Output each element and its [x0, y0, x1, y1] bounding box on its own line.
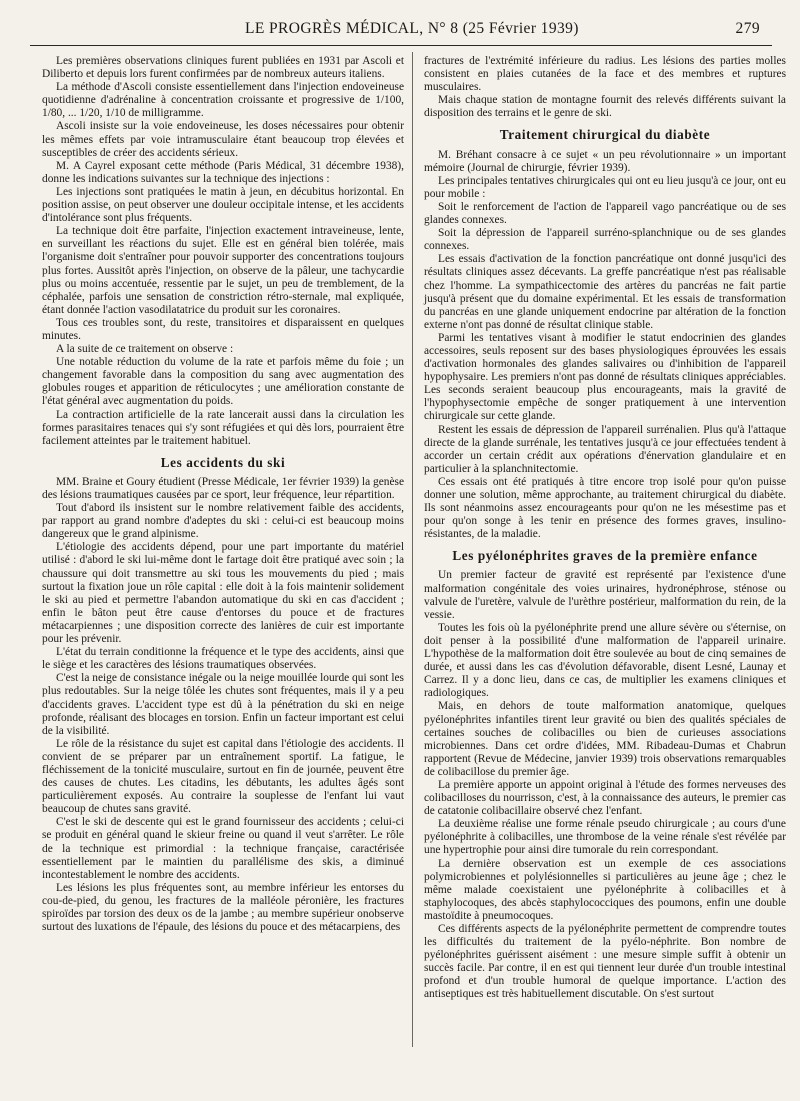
paragraph: Les injections sont pratiquées le matin à jeun, en décubitus horizontal. En position assise, on peut observer une douleur occipitale intense, et les accidents d'intolérance sont plus fréquents. — [42, 185, 404, 225]
paragraph: Ces différents aspects de la pyélonéphrite permettent de comprendre toutes les difficultés du traitement de la pyélo-néphrite. Bon nombre de pyélonéphrites guérissent aisément : une mesure simple suffit à obtenir un succès facile. Par contre, il en est qui tiennent leur durée d'un trouble intestinal profond et d'un trouble humoral de quelque importance. L'action des antiseptiques est très habituellement discutable. On s'est surtout — [424, 923, 786, 1001]
section-heading-ski: Les accidents du ski — [160, 454, 286, 470]
paragraph: Mais, en dehors de toute malformation anatomique, quelques pyélonéphrites infantiles tirent leur gravité ou bien des qualités spéciales de certaines souches de colibacilles ou bien de curieuses associations microbiennes. Dans cet ordre d'idées, MM. Ribadeau-Dumas et Chabrun rapportent (Revue de Médecine, janvier 1939) trois observations remarquables de colibacillose du premier âge. — [424, 700, 786, 778]
paragraph: fractures de l'extrémité inférieure du radius. Les lésions des parties molles consistent en plaies cutanées de la face et des membres et ruptures musculaires. — [424, 55, 786, 94]
column-divider — [412, 52, 413, 1047]
paragraph: Tous ces troubles sont, du reste, transitoires et disparaissent en quelques minutes. — [42, 316, 404, 342]
paragraph: Ascoli insiste sur la voie endoveineuse, les doses nécessaires pour obtenir les mêmes effets par voie intramusculaire étant beaucoup trop élevées et susceptibles de créer des accidents sérieux. — [42, 120, 404, 159]
paragraph: La dernière observation est un exemple de ces associations polymicrobiennes et polylésionnelles si particulières au jeune âge ; chez le même malade coexistaient une pyélonéphrite à colibacilles et à staphylocoques, des abcès staphylococciques des poumons, enfin une double mastoïdite à pneumocoques. — [424, 857, 786, 922]
paragraph: La deuxième réalise une forme rénale pseudo chirurgicale ; au cours d'une pyélonéphrite à colibacilles, une thrombose de la veine rénale s'est révélée par une hypertrophie pour ainsi dire tumorale du rein correspondant. — [424, 818, 786, 857]
paragraph: La contraction artificielle de la rate lancerait aussi dans la circulation les formes parasitaires tenaces qui s'y sont réfugiées et qui dès lors, pourraient être facilement atteintes par le traitement habituel. — [42, 408, 404, 447]
paragraph: Les lésions les plus fréquentes sont, au membre inférieur les entorses du cou-de-pied, du genou, les fractures de la malléole péronière, les fractures spiroïdes par torsion des deux os de la jambe ; au membre supérieur onobserve surtout des luxations de l'épaule, des lésions du pouce et des métacarpiens, des — [42, 881, 404, 934]
paragraph: Restent les essais de dépression de l'appareil surrénalien. Plus qu'à l'attaque directe de la glande surrénale, les tentatives jusqu'à ce jour effectuées tendent à accorder un certain crédit aux opérations d'énervation glandulaire et en particulier à la splanchnitectomie. — [424, 423, 786, 475]
section-heading-diabete: Traitement chirurgical du diabète — [499, 127, 711, 143]
page-number: 279 — [735, 20, 760, 37]
right-column — [424, 55, 786, 1002]
paragraph: Mais chaque station de montagne fournit des relevés différents suivant la disposition des terrains et le genre de ski. — [424, 94, 786, 120]
journal-title: LE PROGRÈS MÉDICAL, N° 8 (25 Février 1939) — [245, 20, 579, 37]
paragraph: Les essais d'activation de la fonction pancréatique ont donné jusqu'ici des résultats cliniques assez décevants. La greffe pancréatique n'est pas réalisable chez l'homme. La sympathicectomie des artères du pancréas ne fait partie jusqu'à présent que du domaine expérimental. Et les essais de transformation du pancréas en une glande uniquement endocrine par altération de la fonction externe n'ont pas donné de résultat clinique stable. — [424, 253, 786, 331]
paragraph: Les principales tentatives chirurgicales qui ont eu lieu jusqu'à ce jour, ont eu pour mobile : — [424, 174, 786, 200]
paragraph: Soit la dépression de l'appareil surréno-splanchnique ou de ses glandes connexes. — [424, 227, 786, 253]
paragraph: C'est la neige de consistance inégale ou la neige mouillée lourde qui sont les plus redoutables. Sur la neige tôlée les chutes sont fréquentes, mais il y a peu d'accidents graves. L'accident type est dû à la pénétration du ski en neige profonde, réalisant des blocages en torsion. Enfin un facteur important est celui de la visibilité. — [42, 672, 404, 737]
paragraph: Tout d'abord ils insistent sur le nombre relativement faible des accidents, par rapport au grand nombre d'adeptes du ski : celui-ci est beaucoup moins dangereux que le grand alpinisme. — [42, 502, 404, 541]
paragraph: Le rôle de la résistance du sujet est capital dans l'étiologie des accidents. Il convient de se préparer par un entraînement sportif. La fatigue, le fléchissement de la tonicité musculaire, surtout en fin de journée, peuvent être des causes de chutes. Les citadins, les débutants, les adultes âgés sont particulièrement exposés. Au contraire la souplesse de l'enfant lui vaut beaucoup de chutes sans gravité. — [42, 737, 404, 816]
paragraph: Les premières observations cliniques furent publiées en 1931 par Ascoli et Diliberto et depuis lors furent confirmées par de nombreux auteurs italiens. — [42, 55, 404, 81]
paragraph: La première apporte un appoint original à l'étude des formes nerveuses des colibacilloses du nourrisson, c'est, à la connaissance des auteurs, le premier cas de catatonie colibacillaire observé chez l'enfant. — [424, 778, 786, 818]
section-heading-pyelonephrites: Les pyélonéphrites graves de la première enfance — [452, 548, 758, 564]
paragraph: C'est le ski de descente qui est le grand fournisseur des accidents ; celui-ci se produit en général quand le skieur freine ou quand il veut s'arrêter. Le rôle de la technique est primordial : la technique française, caractérisée essentiellement par le maintien du parallélisme des skis, a diminué incontestablement le nombre des accidents. — [42, 816, 404, 881]
paragraph: Toutes les fois où la pyélonéphrite prend une allure sévère ou s'éternise, on doit penser à la possibilité d'une malformation de l'appareil urinaire. L'hypothèse de la malformation doit être soulevée au bout de cinq semaines de durée, et aussi dans les cas d'évolution défavorable, disent Lesné, Launay et Carrez. Il y a donc lieu, dans ce cas, de multiplier les examens cliniques et radiologiques. — [424, 621, 786, 700]
header-rule — [30, 45, 772, 46]
running-header — [30, 20, 772, 42]
paragraph: Un premier facteur de gravité est représenté par l'existence d'une malformation congénitale des voies urinaires, hydronéphrose, sténose ou valvule de l'uretère, valvule de l'urèthre postérieur, malformation du rein, de la vessie. — [424, 569, 786, 621]
left-column — [42, 55, 404, 934]
paragraph: L'étiologie des accidents dépend, pour une part importante du matériel utilisé : d'abord le ski lui-même dont le fartage doit être pratiqué avec soin ; la chaussure qui doit transmettre au ski tous les mouvements du pied ; mais surtout la fixation joue un rôle capital : elle doit à la fois maintenir solidement le ski au pied et permettre l'abandon automatique du ski en cas d'accident ; enfin le bâton peut être cause d'entorses du pouce et de fractures métacarpiennes ; une disposition correcte des lanières de cuir est importante pour les prévenir. — [42, 541, 404, 646]
paragraph: Parmi les tentatives visant à modifier le statut endocrinien des glandes accessoires, seuls reposent sur des bases physiologiques éprouvées les essais d'activation hormonales des glandes salivaires ou d'inhibition de l'appareil hypophysaire. Les premiers n'ont pas donné de résultats cliniques appréciables. Les seconds seraient beaucoup plus encourageants, mais la gravité de l'hypophysectomie empêche de songer pratiquement à une intervention chirurgicale sur cette glande. — [424, 331, 786, 423]
paragraph: M. Bréhant consacre à ce sujet « un peu révolutionnaire » un important mémoire (Journal de chirurgie, février 1939). — [424, 148, 786, 174]
paragraph: La méthode d'Ascoli consiste essentiellement dans l'injection endoveineuse quotidienne d'adrénaline à concentration croissante et progressive de 1/100, 1/80, ... 1/20, 1/10 de milligramme. — [42, 81, 404, 120]
paragraph: Ces essais ont été pratiqués à titre encore trop isolé pour qu'on puisse donner une solution, même approchante, au traitement chirurgical du diabète. Ils sont néanmoins assez encourageants pour qu'on ne les mésestime pas et pour qu'on songe à les tenir en présence des formes graves, insulino-résistantes, de la maladie. — [424, 475, 786, 541]
paragraph: Soit le renforcement de l'action de l'appareil vago pancréatique ou de ses glandes connexes. — [424, 200, 786, 227]
paragraph: La technique doit être parfaite, l'injection exactement intraveineuse, lente, en surveillant les réactions du sujet. Elle est en général bien tolérée, mais l'organisme doit s'entraîner pour pouvoir supporter des concentrations toujours plus fortes. Aussitôt après l'injection, on observe de la pâleur, une tachycardie plus ou moins accentuée, ressentie par le sujet, un peu de tremblement, de la céphalée, parfois une sensation de constriction rétro-sternale, mal expliquée, étant donnée l'action vasodilatatrice du produit sur les coronaires. — [42, 225, 404, 316]
paragraph: L'état du terrain conditionne la fréquence et le type des accidents, ainsi que le siège et les caractères des lésions traumatiques observées. — [42, 646, 404, 672]
paragraph: MM. Braine et Goury étudient (Presse Médicale, 1er février 1939) la genèse des lésions traumatiques causées par ce sport, leur fréquence, leur répartition. — [42, 475, 404, 501]
paragraph: Une notable réduction du volume de la rate et parfois même du foie ; un changement favorable dans la composition du sang avec augmentation des globules rouges et apparition de réticulocytes ; une amélioration constante de l'état général avec augmentation du poids. — [42, 356, 404, 408]
paragraph: A la suite de ce traitement on observe : — [56, 343, 234, 356]
paragraph: M. A Cayrel exposant cette méthode (Paris Médical, 31 décembre 1938), donne les indications suivantes sur la technique des injections : — [42, 159, 404, 185]
